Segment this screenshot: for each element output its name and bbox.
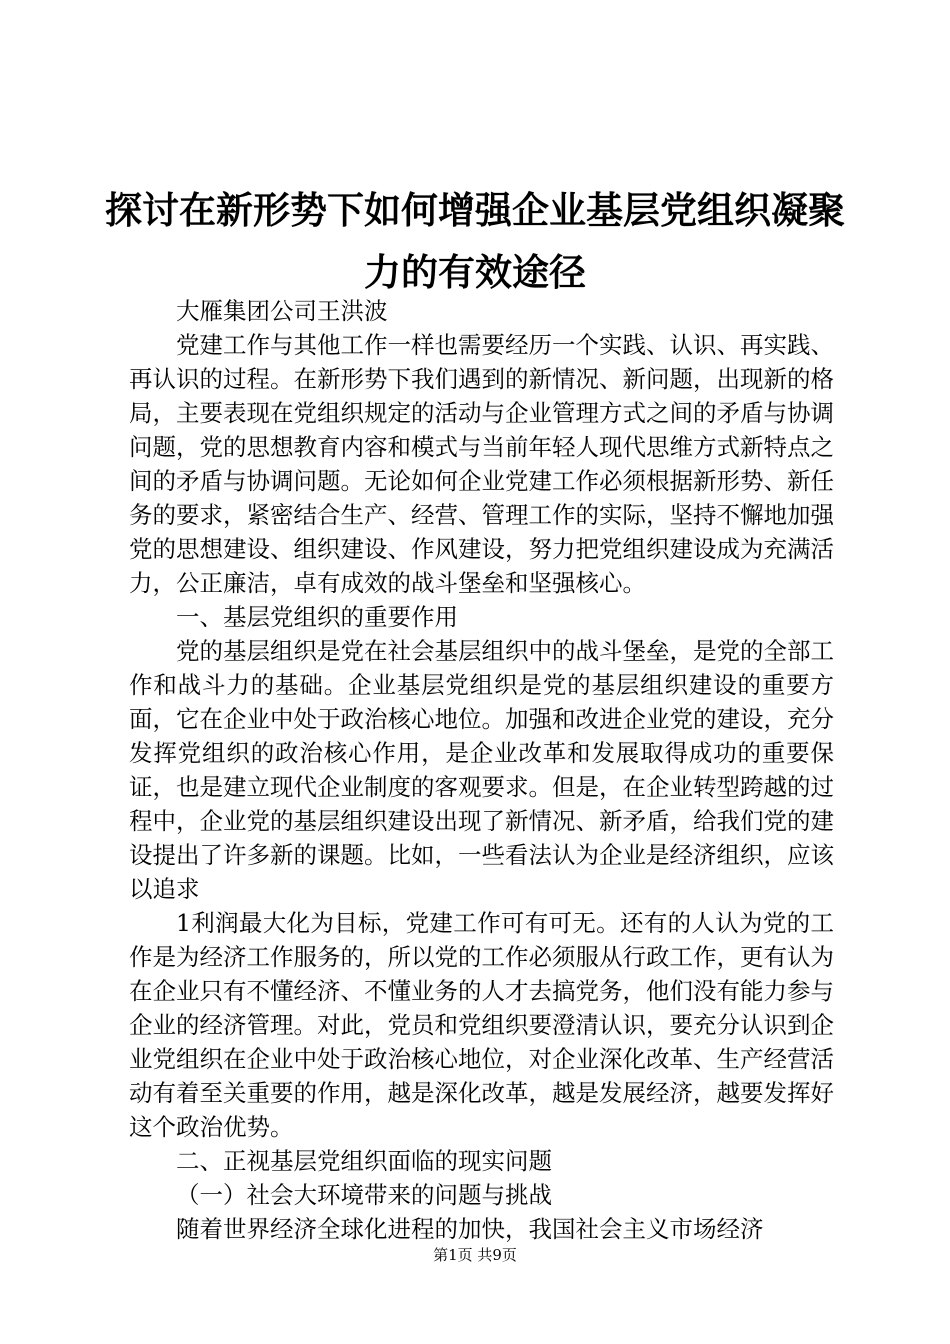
document-body (129, 294, 834, 1246)
paragraph-section-1-continued: 1利润最大化为目标，党建工作可有可无。还有的人认为党的工作是为经济工作服务的，所以党的工作必须服从行政工作，更有认为在企业只有不懂经济、不懂业务的人才去搞党务，他们没有能力参与企业的经济管理。对此，党员和党组织要澄清认识，要充分认识到企业党组织在企业中处于政治核心地位，对企业深化改革、生产经营活动有着至关重要的作用，越是深化改革，越是发展经济，越要发挥好这个政治优势。 (129, 909, 834, 1141)
document-title-line-1: 探讨在新形势下如何增强企业基层党组织凝聚 (105, 189, 845, 232)
page-footer: 第1页 共9页 (433, 1246, 517, 1264)
section-heading-1: 一、基层党组织的重要作用 (176, 603, 458, 631)
subsection-heading-2-1: （一）社会大环境带来的问题与挑战 (176, 1181, 552, 1209)
paragraph-section-2-1: 随着世界经济全球化进程的加快，我国社会主义市场经济 (176, 1215, 764, 1243)
author-line: 大雁集团公司王洪波 (176, 297, 388, 325)
section-heading-2: 二、正视基层党组织面临的现实问题 (176, 1147, 552, 1175)
paragraph-section-1: 党的基层组织是党在社会基层组织中的战斗堡垒，是党的全部工作和战斗力的基础。企业基层党组织是党的基层组织建设的重要方面，它在企业中处于政治核心地位。加强和改进企业党的建设，充分发挥党组织的政治核心作用，是企业改革和发展取得成功的重要保证，也是建立现代企业制度的客观要求。但是，在企业转型跨越的过程中，企业党的基层组织建设出现了新情况、新矛盾，给我们党的建设提出了许多新的课题。比如，一些看法认为企业是经济组织，应该以追求 (129, 637, 834, 903)
paragraph-intro: 党建工作与其他工作一样也需要经历一个实践、认识、再实践、再认识的过程。在新形势下我们遇到的新情况、新问题，出现新的格局，主要表现在党组织规定的活动与企业管理方式之间的矛盾与协调问题，党的思想教育内容和模式与当前年轻人现代思维方式新特点之间的矛盾与协调问题。无论如何企业党建工作必须根据新形势、新任务的要求，紧密结合生产、经营、管理工作的实际，坚持不懈地加强党的思想建设、组织建设、作风建设，努力把党组织建设成为充满活力，公正廉洁，卓有成效的战斗堡垒和坚强核心。 (129, 331, 834, 597)
document-title-line-2: 力的有效途径 (364, 251, 586, 294)
